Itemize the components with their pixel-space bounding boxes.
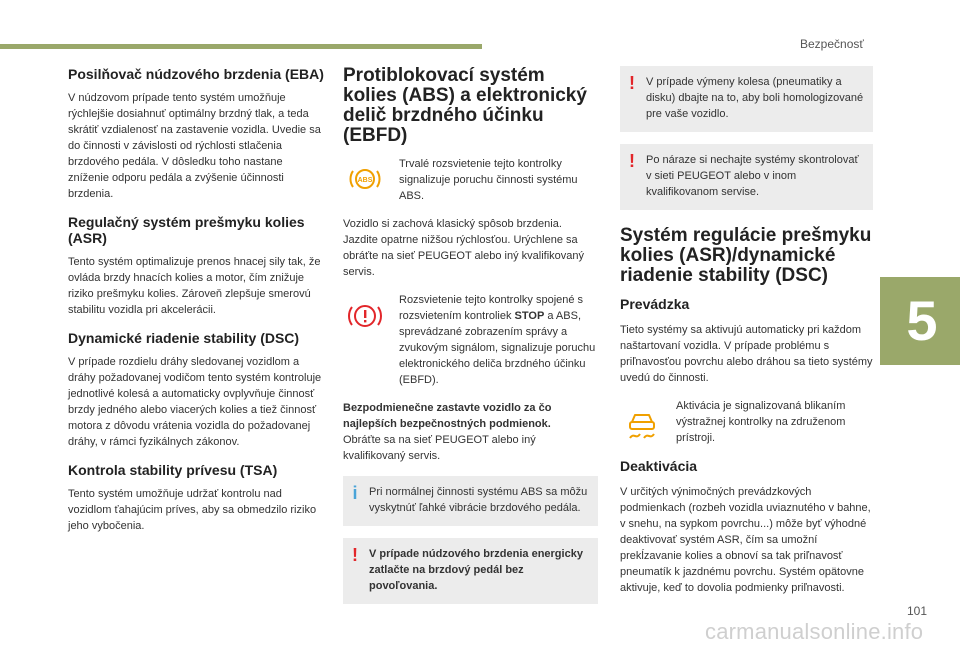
column-middle — [343, 66, 598, 616]
asr-dsc-heading: Systém regulácie prešmyku kolies (ASR)/dynamické riadenie stability (DSC) — [620, 225, 872, 286]
asr-heading: Regulačný systém prešmyku kolies (ASR) — [68, 214, 305, 246]
warning-note-emergency-braking — [343, 538, 598, 604]
warning-exclamation-icon: ! — [629, 73, 635, 93]
brake-fault-icon — [343, 292, 387, 388]
watermark: carmanualsonline.info — [705, 619, 924, 644]
warning-wheels-text: V prípade výmeny kolesa (pneumatiky a disku) dbajte na to, aby boli homologizované pre vaše vozidlo. — [646, 76, 864, 120]
operation-text: Tieto systémy sa aktivujú automaticky pri každom naštartovaní vozidla. V prípade problému s priľnavosťou povrchu alebo dráhou sa tieto systémy uvedú do činnosti. — [620, 324, 873, 384]
deactivation-text: V určitých výnimočných prevádzkových podmienkach (rozbeh vozidla uviaznutého v bahne, v snehu, na sypkom povrchu...) môže byť výhodné deaktivovať systém ASR, čím sa umožní prekĺzavanie kolies a obnoví sa tak priľnavosť pneumatík k jazdnému povrchu. Systém opätovne aktivuje, keď to dovolia podmienky priľnavosti. — [620, 486, 871, 594]
info-icon: i — [352, 483, 358, 503]
skid-car-icon — [620, 398, 664, 446]
dsc-text: V prípade rozdielu dráhy sledovanej vozidlom a dráhy požadovanej vodičom tento systém kontroluje jednotlivé kolesá a automaticky ovplyvňuje činnosť brzdy jedného alebo viacerých kolies a tiež činnosť motora z dôvodu vrátenia vozidla do požadovanej dráhy, v rámci fyzikálnych zákonov. — [68, 356, 322, 448]
warning-exclamation-icon: ! — [352, 545, 358, 565]
eba-heading: Posilňovač núdzového brzdenia (EBA) — [68, 66, 324, 82]
operation-heading: Prevádzka — [620, 296, 690, 312]
warning-impact-text: Po náraze si nechajte systémy skontrolovať v sieti PEUGEOT alebo v inom kvalifikovanom servise. — [646, 154, 859, 198]
column-right — [620, 66, 873, 608]
stop-text: Rozsvietenie tejto kontrolky spojené s rozsvietením kontroliek STOP a ABS, sprevádzané zobrazením správy a zvukovým signálom, signalizuje poruchu elektronického deliča brzdného účinku (EBFD). — [399, 294, 596, 386]
chapter-tab: 5 — [880, 277, 960, 365]
abs-icon-label: ABS — [357, 177, 373, 184]
abs-warning-row — [343, 156, 598, 204]
section-name: Bezpečnosť — [800, 37, 864, 51]
info-note-abs-vibration — [343, 476, 598, 526]
info-note-text: Pri normálnej činnosti systému ABS sa môžu vyskytnúť ľahké vibrácie brzdového pedála. — [369, 486, 588, 514]
warning-note-text: V prípade núdzového brzdenia energicky zatlačte na brzdový pedál bez povoľovania. — [369, 548, 583, 592]
warning-exclamation-icon: ! — [629, 151, 635, 171]
stop-label: STOP — [514, 310, 545, 322]
eba-text: V núdzovom prípade tento systém umožňuje rýchlejšie dosiahnuť optimálny brzdný tlak, a teda skrátiť vzdialenosť na zastavenie vozidla. Uvedie sa do činnosti v závislosti od rýchlosti stlačenia brzdového pedála. V dôsledku toho nastane zníženie odporu pedála a zvýšenie účinnosti brzdenia. — [68, 92, 321, 200]
stop-warning-row — [343, 292, 598, 388]
dsc-warning-row — [620, 398, 873, 446]
stop-instructions: Bezpodmienečne zastavte vozidlo za čo najlepších bezpečnostných podmienok. Obráťte sa na sieť PEUGEOT alebo iný kvalifikovaný servis. — [343, 402, 552, 462]
page-number: 101 — [907, 604, 928, 618]
asr-text: Tento systém optimalizuje prenos hnacej sily tak, že ovláda brzdy hnacích kolies a motor, čím znižuje riziko prešmyku kolies. Zároveň zlepšuje smerovú stabilitu vozidla pri akcelerácii. — [68, 256, 321, 316]
header-accent-bar — [0, 44, 482, 49]
tsa-heading: Kontrola stability prívesu (TSA) — [68, 462, 278, 478]
abs-paragraph: Vozidlo si zachová klasický spôsob brzdenia. Jazdite opatrne nižšou rýchlosťou. Urýchlene sa obráťte na sieť PEUGEOT alebo iný kvalifikovaný servis. — [343, 218, 584, 278]
abs-heading: Protiblokovací systém kolies (ABS) a elektronický delič brzdného účinku (EBFD) — [343, 65, 587, 146]
dsc-icon-text: Aktivácia je signalizovaná blikaním výstražnej kontrolky na združenom prístroji. — [676, 400, 846, 444]
dsc-heading: Dynamické riadenie stability (DSC) — [68, 330, 300, 346]
deactivation-heading: Deaktivácia — [620, 458, 698, 474]
warning-note-wheels — [620, 66, 873, 132]
tsa-text: Tento systém umožňuje udržať kontrolu nad vozidlom ťahajúcim príves, aby sa obmedzilo riziko jeho vybočenia. — [68, 488, 317, 532]
abs-warning-icon — [343, 156, 387, 204]
column-left — [68, 66, 326, 546]
warning-note-impact — [620, 144, 873, 210]
abs-icon-text: Trvalé rozsvietenie tejto kontrolky signalizuje poruchu činnosti systému ABS. — [399, 158, 578, 202]
